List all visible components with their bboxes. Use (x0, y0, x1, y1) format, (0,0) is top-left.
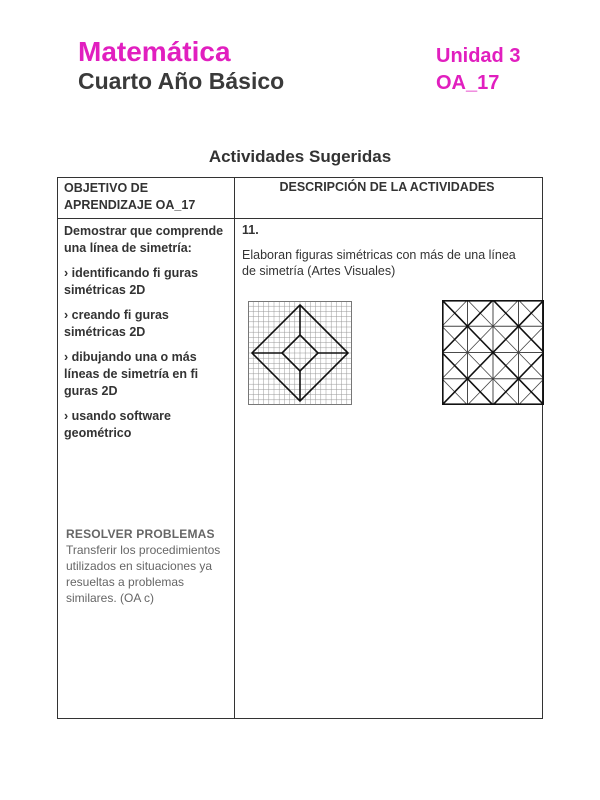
objective-item: › identificando fi guras simétricas 2D (64, 266, 199, 297)
symmetric-grid-figure (248, 301, 352, 405)
header-unit: Unidad 3 (436, 45, 521, 67)
objective-item: › dibujando una o más líneas de simetría en fi guras 2D (64, 350, 199, 398)
objective-list (64, 223, 230, 450)
objective-intro: Demostrar que comprende una línea de simetría: (64, 224, 224, 255)
col-right-header: DESCRIPCIÓN DE LA ACTIVIDADES (279, 180, 495, 194)
objective-item: › creando fi guras simétricas 2D (64, 308, 169, 339)
section-title: Actividades Sugeridas (208, 147, 392, 166)
activity-number: 11. (242, 223, 259, 237)
header-grade: Cuarto Año Básico (78, 68, 285, 94)
col-left-header: OBJETIVO DE APRENDIZAJE OA_17 (64, 181, 196, 212)
problem-solving-text: Transferir los procedimientos utilizados en situaciones ya resueltas a problemas similares. (OA c) (66, 543, 221, 605)
problem-solving-block (66, 526, 238, 606)
column-divider (234, 178, 235, 718)
symmetric-tile-figure (442, 300, 544, 405)
header-code: OA_17 (436, 72, 500, 94)
activities-table (57, 177, 543, 719)
header-subject: Matemática (78, 36, 231, 67)
problem-solving-title: RESOLVER PROBLEMAS (66, 527, 215, 541)
activity-description: Elaboran figuras simétricas con más de una línea de simetría (Artes Visuales) (242, 248, 516, 278)
header-divider (58, 218, 542, 219)
objective-item: › usando software geométrico (64, 409, 171, 440)
